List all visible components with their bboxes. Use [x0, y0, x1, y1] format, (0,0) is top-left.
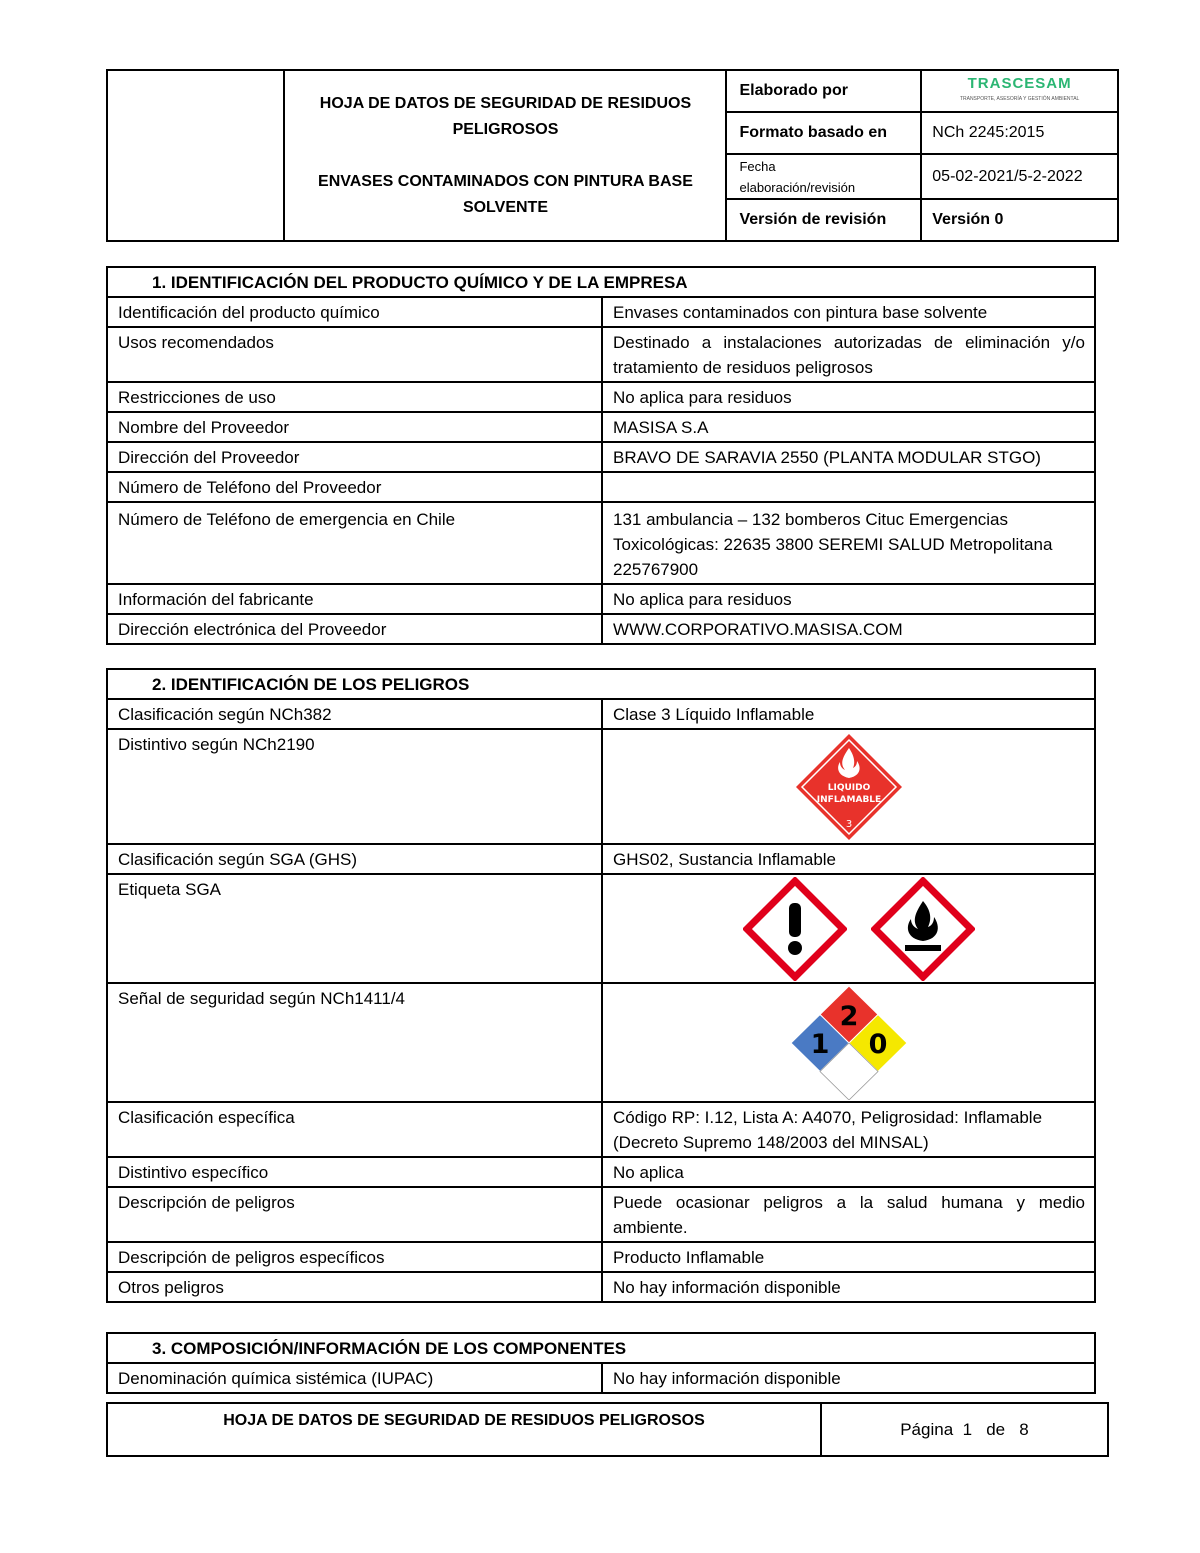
- table-row: [107, 844, 1095, 874]
- elaborado-label: Elaborado por: [726, 70, 921, 112]
- fecha-label-line2: elaboración/revisión: [739, 179, 856, 195]
- page-footer: [106, 1402, 1109, 1457]
- row-value: Producto Inflamable: [602, 1242, 1095, 1272]
- table-row: [107, 1187, 1095, 1242]
- table-row: [107, 1157, 1095, 1187]
- table-row: [107, 1102, 1095, 1157]
- row-value: WWW.CORPORATIVO.MASISA.COM: [602, 614, 1095, 644]
- row-label: Descripción de peligros: [107, 1187, 602, 1242]
- table-row: [107, 584, 1095, 614]
- row-value: [602, 472, 1095, 502]
- row-label: Número de Teléfono del Proveedor: [107, 472, 602, 502]
- table-row: [107, 1242, 1095, 1272]
- row-label: Otros peligros: [107, 1272, 602, 1302]
- table-row: [107, 983, 1095, 1102]
- row-label: Identificación del producto químico: [107, 297, 602, 327]
- company-logo: [922, 74, 1117, 105]
- table-row: [107, 614, 1095, 644]
- logo-text: TRASCESAM: [967, 74, 1072, 92]
- nfpa-reactivity-value: 0: [868, 1029, 888, 1060]
- placard-line1: LIQUIDO: [827, 783, 871, 793]
- row-label: Nombre del Proveedor: [107, 412, 602, 442]
- row-value: No aplica para residuos: [602, 584, 1095, 614]
- row-label: Clasificación según SGA (GHS): [107, 844, 602, 874]
- ghs-pictograms: [613, 877, 1085, 981]
- table-row: [107, 502, 1095, 584]
- exclamation-mark-icon: [743, 877, 847, 981]
- table-row: [107, 874, 1095, 983]
- placard-class-number: 3: [845, 819, 853, 830]
- fecha-label-line1: Fecha: [739, 158, 776, 174]
- section-1-title: 1. IDENTIFICACIÓN DEL PRODUCTO QUÍMICO Y DE LA EMPRESA: [107, 267, 1095, 297]
- logo-subtext: TRANSPORTE, ASESORÍA Y GESTIÓN AMBIENTAL: [959, 95, 1080, 102]
- formato-value: NCh 2245:2015: [921, 112, 1118, 154]
- row-label: Etiqueta SGA: [107, 874, 602, 983]
- section-3-title: 3. COMPOSICIÓN/INFORMACIÓN DE LOS COMPONENTES: [107, 1333, 1095, 1363]
- nfpa-flammability-value: 2: [839, 1001, 859, 1032]
- header-title-cell: [284, 70, 726, 241]
- header-title-1: HOJA DE DATOS DE SEGURIDAD DE RESIDUOS PELIGROSOS: [319, 94, 692, 138]
- table-row: [107, 297, 1095, 327]
- version-value: Versión 0: [921, 199, 1118, 241]
- section-2-table: [106, 668, 1096, 1303]
- document-header: [106, 69, 1119, 242]
- row-value: Código RP: I.12, Lista A: A4070, Peligrosidad: Inflamable (Decreto Supremo 148/2003 del MINSAL): [602, 1102, 1095, 1157]
- row-value: GHS02, Sustancia Inflamable: [602, 844, 1095, 874]
- table-row: [107, 442, 1095, 472]
- row-label: Dirección electrónica del Proveedor: [107, 614, 602, 644]
- row-value: Puede ocasionar peligros a la salud humana y medio ambiente.: [602, 1187, 1095, 1242]
- logo-cell: [921, 70, 1118, 112]
- row-label: Distintivo específico: [107, 1157, 602, 1187]
- version-label: Versión de revisión: [726, 199, 921, 241]
- row-value: No hay información disponible: [602, 1363, 1095, 1393]
- nfpa-diamond-icon: [789, 986, 909, 1100]
- placard-line2: INFLAMABLE: [816, 795, 882, 805]
- row-value: [602, 874, 1095, 983]
- row-value: No aplica para residuos: [602, 382, 1095, 412]
- row-value: Clase 3 Líquido Inflamable: [602, 699, 1095, 729]
- row-value: BRAVO DE SARAVIA 2550 (PLANTA MODULAR STGO): [602, 442, 1095, 472]
- row-value: No hay información disponible: [602, 1272, 1095, 1302]
- row-label: Información del fabricante: [107, 584, 602, 614]
- header-title-2: ENVASES CONTAMINADOS CON PINTURA BASE SOLVENTE: [318, 172, 693, 216]
- footer-title: HOJA DE DATOS DE SEGURIDAD DE RESIDUOS PELIGROSOS: [107, 1403, 821, 1456]
- row-label: Dirección del Proveedor: [107, 442, 602, 472]
- row-label: Denominación química sistémica (IUPAC): [107, 1363, 602, 1393]
- table-row: [107, 1363, 1095, 1393]
- row-value: [602, 983, 1095, 1102]
- table-row: [107, 472, 1095, 502]
- table-row: [107, 382, 1095, 412]
- page-number: Página 1 de 8: [821, 1403, 1108, 1456]
- table-row: [107, 699, 1095, 729]
- nfpa-health-value: 1: [810, 1029, 830, 1060]
- table-row: [107, 327, 1095, 382]
- row-value: [602, 729, 1095, 844]
- row-value: No aplica: [602, 1157, 1095, 1187]
- row-value: 131 ambulancia – 132 bomberos Cituc Emergencias Toxicológicas: 22635 3800 SEREMI SALUD Metropolitana 225767900: [602, 502, 1095, 584]
- row-label: Descripción de peligros específicos: [107, 1242, 602, 1272]
- row-label: Clasificación específica: [107, 1102, 602, 1157]
- fecha-label: [726, 154, 921, 199]
- row-value: MASISA S.A: [602, 412, 1095, 442]
- row-value: Envases contaminados con pintura base solvente: [602, 297, 1095, 327]
- row-label: Clasificación según NCh382: [107, 699, 602, 729]
- fecha-value: 05-02-2021/5-2-2022: [921, 154, 1118, 199]
- row-label: Distintivo según NCh2190: [107, 729, 602, 844]
- section-3-table: [106, 1332, 1096, 1394]
- table-row: [107, 412, 1095, 442]
- header-blank-cell: [107, 70, 284, 241]
- row-label: Número de Teléfono de emergencia en Chile: [107, 502, 602, 584]
- section-2-title: 2. IDENTIFICACIÓN DE LOS PELIGROS: [107, 669, 1095, 699]
- section-1-table: [106, 266, 1096, 645]
- row-value: Destinado a instalaciones autorizadas de eliminación y/o tratamiento de residuos peligrosos: [602, 327, 1095, 382]
- row-label: Restricciones de uso: [107, 382, 602, 412]
- flammable-liquid-placard-icon: [794, 732, 904, 842]
- table-row: [107, 729, 1095, 844]
- row-label: Señal de seguridad según NCh1411/4: [107, 983, 602, 1102]
- row-label: Usos recomendados: [107, 327, 602, 382]
- table-row: [107, 1272, 1095, 1302]
- flame-pictogram-icon: [871, 877, 975, 981]
- formato-label: Formato basado en: [726, 112, 921, 154]
